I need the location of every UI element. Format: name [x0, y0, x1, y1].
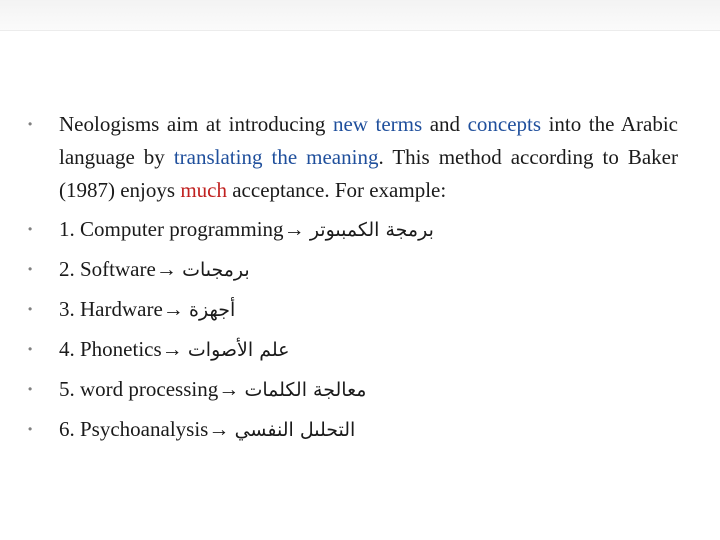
list-item [28, 213, 678, 247]
bullet-icon: • [28, 422, 33, 436]
item-arabic: معالجة الكلمات [244, 379, 367, 401]
item-arabic: التحلىل النفسي [234, 419, 356, 441]
item-arabic: برمجة الكمبىوتر [309, 219, 434, 241]
item-label: 5. word processing [59, 377, 219, 401]
intro-text-7: . This method according to Baker (1987) enjoys [59, 145, 678, 202]
bullet-icon: • [28, 382, 33, 396]
item-label: 6. Psychoanalysis [59, 417, 209, 441]
slide-content [28, 108, 678, 453]
item-arabic: برمجىات [182, 259, 250, 281]
item-label: 1. Computer programming [59, 217, 284, 241]
highlight-translating-the-meaning: translating the meaning [173, 145, 379, 169]
arrow-icon: → [161, 337, 188, 361]
list-item [28, 293, 678, 327]
highlight-concepts: concepts [467, 112, 542, 136]
bullet-icon: • [28, 302, 33, 316]
arrow-icon: → [218, 377, 245, 401]
bullet-icon: • [28, 117, 33, 131]
slide-top-band [0, 0, 720, 31]
item-label: 3. Hardware [59, 297, 163, 321]
item-label: 4. Phonetics [59, 337, 162, 361]
intro-text-5: into the Arabic language by [59, 112, 678, 169]
intro-text-3: and [422, 112, 468, 136]
arrow-icon: → [155, 257, 183, 281]
intro-text-9: acceptance. For example: [226, 178, 447, 202]
bullet-icon: • [28, 222, 33, 236]
intro-paragraph [28, 108, 678, 207]
item-arabic: أجهزة [189, 299, 236, 321]
highlight-new-terms: new terms [332, 112, 423, 136]
list-item [28, 333, 678, 367]
bullet-icon: • [28, 262, 33, 276]
intro-text-1: Neologisms aim at introducing [59, 112, 333, 136]
item-arabic: علم الأصوات [187, 339, 290, 361]
list-item [28, 253, 678, 287]
highlight-much: much [180, 178, 227, 202]
arrow-icon: → [283, 217, 310, 241]
arrow-icon: → [162, 297, 190, 321]
list-item [28, 373, 678, 407]
bullet-icon: • [28, 342, 33, 356]
list-item [28, 413, 678, 447]
item-label: 2. Software [59, 257, 156, 281]
arrow-icon: → [208, 417, 235, 441]
